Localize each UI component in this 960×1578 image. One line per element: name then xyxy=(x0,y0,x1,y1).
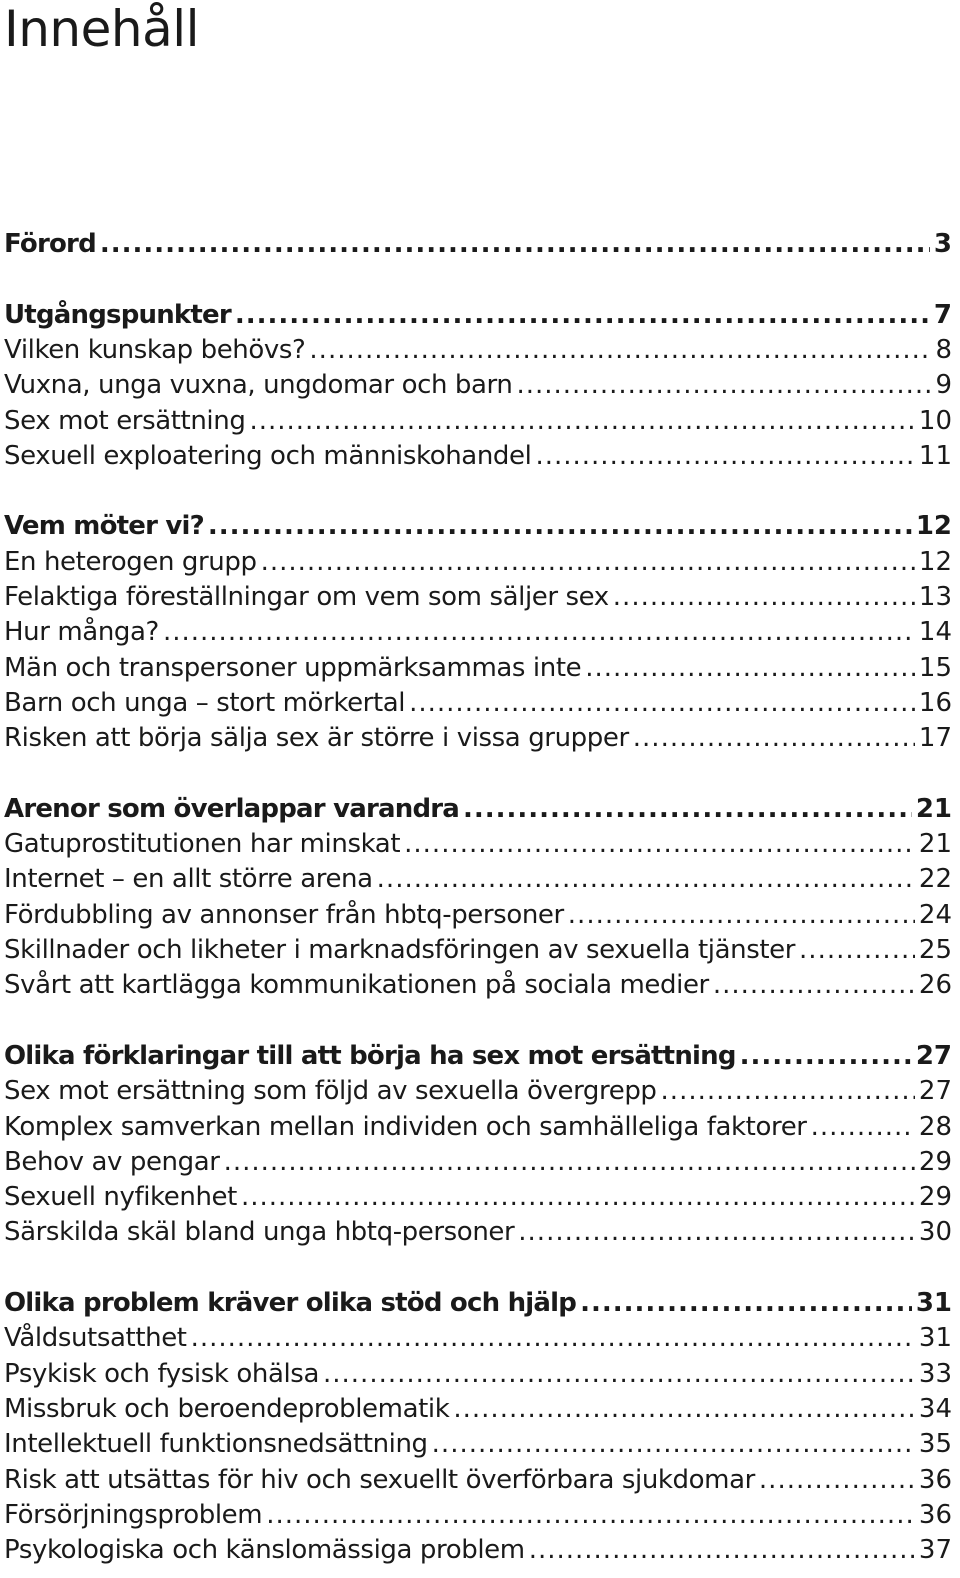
toc-entry[interactable] xyxy=(4,404,952,439)
toc-dot-leader xyxy=(633,721,915,756)
toc-entry-title: Våldsutsatthet xyxy=(4,1323,187,1354)
toc-entry[interactable] xyxy=(4,686,952,721)
toc-page-number: 27 xyxy=(915,1040,952,1071)
toc-entry[interactable] xyxy=(4,1357,952,1392)
toc-dot-leader xyxy=(518,1215,915,1250)
toc-entry-title: Felaktiga föreställningar om vem som säljer sex xyxy=(4,582,609,612)
toc-page-number: 21 xyxy=(915,793,952,824)
toc-dot-leader xyxy=(661,1074,915,1109)
toc-page-number: 30 xyxy=(918,1217,952,1248)
toc-heading-title: Olika problem kräver olika stöd och hjälp xyxy=(4,1288,577,1318)
toc-entry[interactable] xyxy=(4,368,952,403)
toc-entry-title: Sex mot ersättning som följd av sexuella övergrepp xyxy=(4,1076,657,1107)
toc-entry[interactable] xyxy=(4,651,952,686)
toc-entry-title: Internet – en allt större arena xyxy=(4,864,373,895)
toc-page-number: 12 xyxy=(918,546,952,577)
toc-heading-title: Förord xyxy=(4,229,96,259)
toc-entry[interactable] xyxy=(4,1321,952,1356)
toc-dot-leader xyxy=(568,898,915,933)
toc-entry[interactable] xyxy=(4,1498,952,1533)
toc-entry[interactable] xyxy=(4,898,952,933)
toc-entry-title: Risken att börja sälja sex är större i vissa grupper xyxy=(4,723,629,754)
toc-entry[interactable] xyxy=(4,1463,952,1498)
toc-entry-title: Sexuell exploatering och människohandel xyxy=(4,440,532,471)
toc-dot-leader xyxy=(463,792,912,827)
toc-page-number: 34 xyxy=(918,1393,952,1424)
toc-entry-title: Vuxna, unga vuxna, ungdomar och barn xyxy=(4,370,513,401)
toc-page-number: 37 xyxy=(918,1535,952,1566)
toc-entry-title: Gatuprostitutionen har minskat xyxy=(4,829,401,860)
toc-dot-leader xyxy=(759,1463,915,1498)
toc-page-number: 13 xyxy=(918,582,952,612)
toc-entry[interactable] xyxy=(4,1533,952,1568)
toc-entry-title: Vilken kunskap behövs? xyxy=(4,334,306,365)
toc-dot-leader xyxy=(409,686,915,721)
toc-dot-leader xyxy=(323,1357,915,1392)
toc-entry-title: Män och transpersoner uppmärksammas inte xyxy=(4,652,582,683)
toc-entry[interactable] xyxy=(4,933,952,968)
toc-entry[interactable] xyxy=(4,827,952,862)
toc-page-number: 29 xyxy=(918,1146,952,1177)
toc-entry[interactable] xyxy=(4,1180,952,1215)
toc-page-number: 8 xyxy=(935,334,952,365)
toc-dot-leader xyxy=(529,1533,915,1568)
toc-entry[interactable] xyxy=(4,1110,952,1145)
toc-page-number: 14 xyxy=(918,617,952,648)
toc-page-number: 15 xyxy=(918,652,952,683)
toc-dot-leader xyxy=(309,333,931,368)
toc-heading-title: Vem möter vi? xyxy=(4,511,204,542)
toc-dot-leader xyxy=(585,651,915,686)
toc-page-number: 21 xyxy=(918,829,952,860)
toc-page-number: 10 xyxy=(918,405,952,436)
toc-page-number: 11 xyxy=(918,440,952,471)
toc-dot-leader xyxy=(163,615,915,650)
toc-entry[interactable] xyxy=(4,721,952,756)
toc-dot-leader xyxy=(224,1145,915,1180)
toc-dot-leader xyxy=(191,1321,915,1356)
toc-entry[interactable] xyxy=(4,968,952,1003)
toc-section-heading[interactable] xyxy=(4,1286,952,1321)
toc-page-number: 36 xyxy=(918,1499,952,1530)
toc-section-heading[interactable] xyxy=(4,298,952,333)
toc-entry-title: Svårt att kartlägga kommunikationen på sociala medier xyxy=(4,970,709,1001)
toc-entry[interactable] xyxy=(4,615,952,650)
toc-entry[interactable] xyxy=(4,580,952,615)
toc-dot-leader xyxy=(713,968,915,1003)
toc-page-number: 33 xyxy=(918,1358,952,1389)
toc-dot-leader xyxy=(613,580,915,615)
toc-dot-leader xyxy=(235,298,930,333)
toc-dot-leader xyxy=(404,827,915,862)
toc-entry-title: Komplex samverkan mellan individen och samhälleliga faktorer xyxy=(4,1111,807,1142)
toc-page-number: 9 xyxy=(935,370,952,401)
toc-entry-title: Sexuell nyfikenhet xyxy=(4,1182,237,1213)
toc-entry[interactable] xyxy=(4,862,952,897)
toc-dot-leader xyxy=(261,545,915,580)
toc-entry-title: Psykologiska och känslomässiga problem xyxy=(4,1535,525,1566)
toc-dot-leader xyxy=(799,933,915,968)
toc-page-number: 17 xyxy=(918,723,952,754)
toc-entry[interactable] xyxy=(4,1392,952,1427)
toc-page-number: 24 xyxy=(918,899,952,930)
toc-page-number: 12 xyxy=(915,511,952,542)
toc-dot-leader xyxy=(100,227,930,262)
toc-dot-leader xyxy=(580,1286,912,1321)
toc-dot-leader xyxy=(432,1427,915,1462)
toc-page-number: 27 xyxy=(918,1076,952,1107)
toc-entry[interactable] xyxy=(4,545,952,580)
toc-dot-leader xyxy=(453,1392,915,1427)
toc-page-number: 31 xyxy=(915,1288,952,1318)
toc-dot-leader xyxy=(241,1180,915,1215)
toc-page-number: 25 xyxy=(918,935,952,965)
toc-page-number: 29 xyxy=(918,1182,952,1213)
toc-page-number: 31 xyxy=(918,1323,952,1354)
toc-entry-title: Psykisk och fysisk ohälsa xyxy=(4,1358,319,1389)
toc-heading-title: Arenor som överlappar varandra xyxy=(4,793,460,824)
toc-heading-title: Utgångspunkter xyxy=(4,299,231,330)
toc-dot-leader xyxy=(535,439,914,474)
toc-entry-title: Fördubbling av annonser från hbtq-personer xyxy=(4,899,564,930)
toc-entry[interactable] xyxy=(4,1145,952,1180)
toc-section-heading[interactable] xyxy=(4,509,952,544)
toc-entry-title: Särskilda skäl bland unga hbtq-personer xyxy=(4,1217,515,1248)
toc-section-heading[interactable] xyxy=(4,227,952,262)
toc-entry-title: Försörjningsproblem xyxy=(4,1499,263,1530)
toc-entry[interactable] xyxy=(4,1427,952,1462)
toc-entry[interactable] xyxy=(4,1074,952,1109)
toc-page-number: 26 xyxy=(918,970,952,1001)
toc-section-heading[interactable] xyxy=(4,1039,952,1074)
toc-page-number: 28 xyxy=(918,1111,952,1142)
toc-entry-title: Missbruk och beroendeproblematik xyxy=(4,1393,450,1424)
toc-entry[interactable] xyxy=(4,333,952,368)
toc-entry-title: En heterogen grupp xyxy=(4,546,257,577)
toc-dot-leader xyxy=(516,368,931,403)
toc-page-number: 16 xyxy=(918,687,952,718)
toc-section-heading[interactable] xyxy=(4,792,952,827)
toc-page-number: 22 xyxy=(918,864,952,895)
toc-page-number: 3 xyxy=(933,229,952,259)
toc-entry-title: Intellektuell funktionsnedsättning xyxy=(4,1429,428,1460)
toc-page-number: 35 xyxy=(918,1429,952,1460)
toc-entry[interactable] xyxy=(4,439,952,474)
toc-entry[interactable] xyxy=(4,1215,952,1250)
toc-dot-leader xyxy=(249,404,914,439)
page-title: Innehåll xyxy=(4,0,199,58)
toc-entry-title: Risk att utsättas för hiv och sexuellt överförbara sjukdomar xyxy=(4,1464,755,1495)
toc-entry-title: Skillnader och likheter i marknadsföringen av sexuella tjänster xyxy=(4,935,796,965)
toc-heading-title: Olika förklaringar till att börja ha sex mot ersättning xyxy=(4,1040,736,1071)
toc-dot-leader xyxy=(208,509,912,544)
toc-entry-title: Behov av pengar xyxy=(4,1146,220,1177)
toc-dot-leader xyxy=(740,1039,912,1074)
toc-entry-title: Hur många? xyxy=(4,617,159,648)
toc-entry-title: Barn och unga – stort mörkertal xyxy=(4,687,406,718)
toc-page-number: 7 xyxy=(933,299,952,330)
toc-dot-leader xyxy=(266,1498,915,1533)
toc-entry-title: Sex mot ersättning xyxy=(4,405,246,436)
toc-dot-leader xyxy=(811,1110,915,1145)
toc-page-number: 36 xyxy=(918,1464,952,1495)
toc-dot-leader xyxy=(377,862,915,897)
